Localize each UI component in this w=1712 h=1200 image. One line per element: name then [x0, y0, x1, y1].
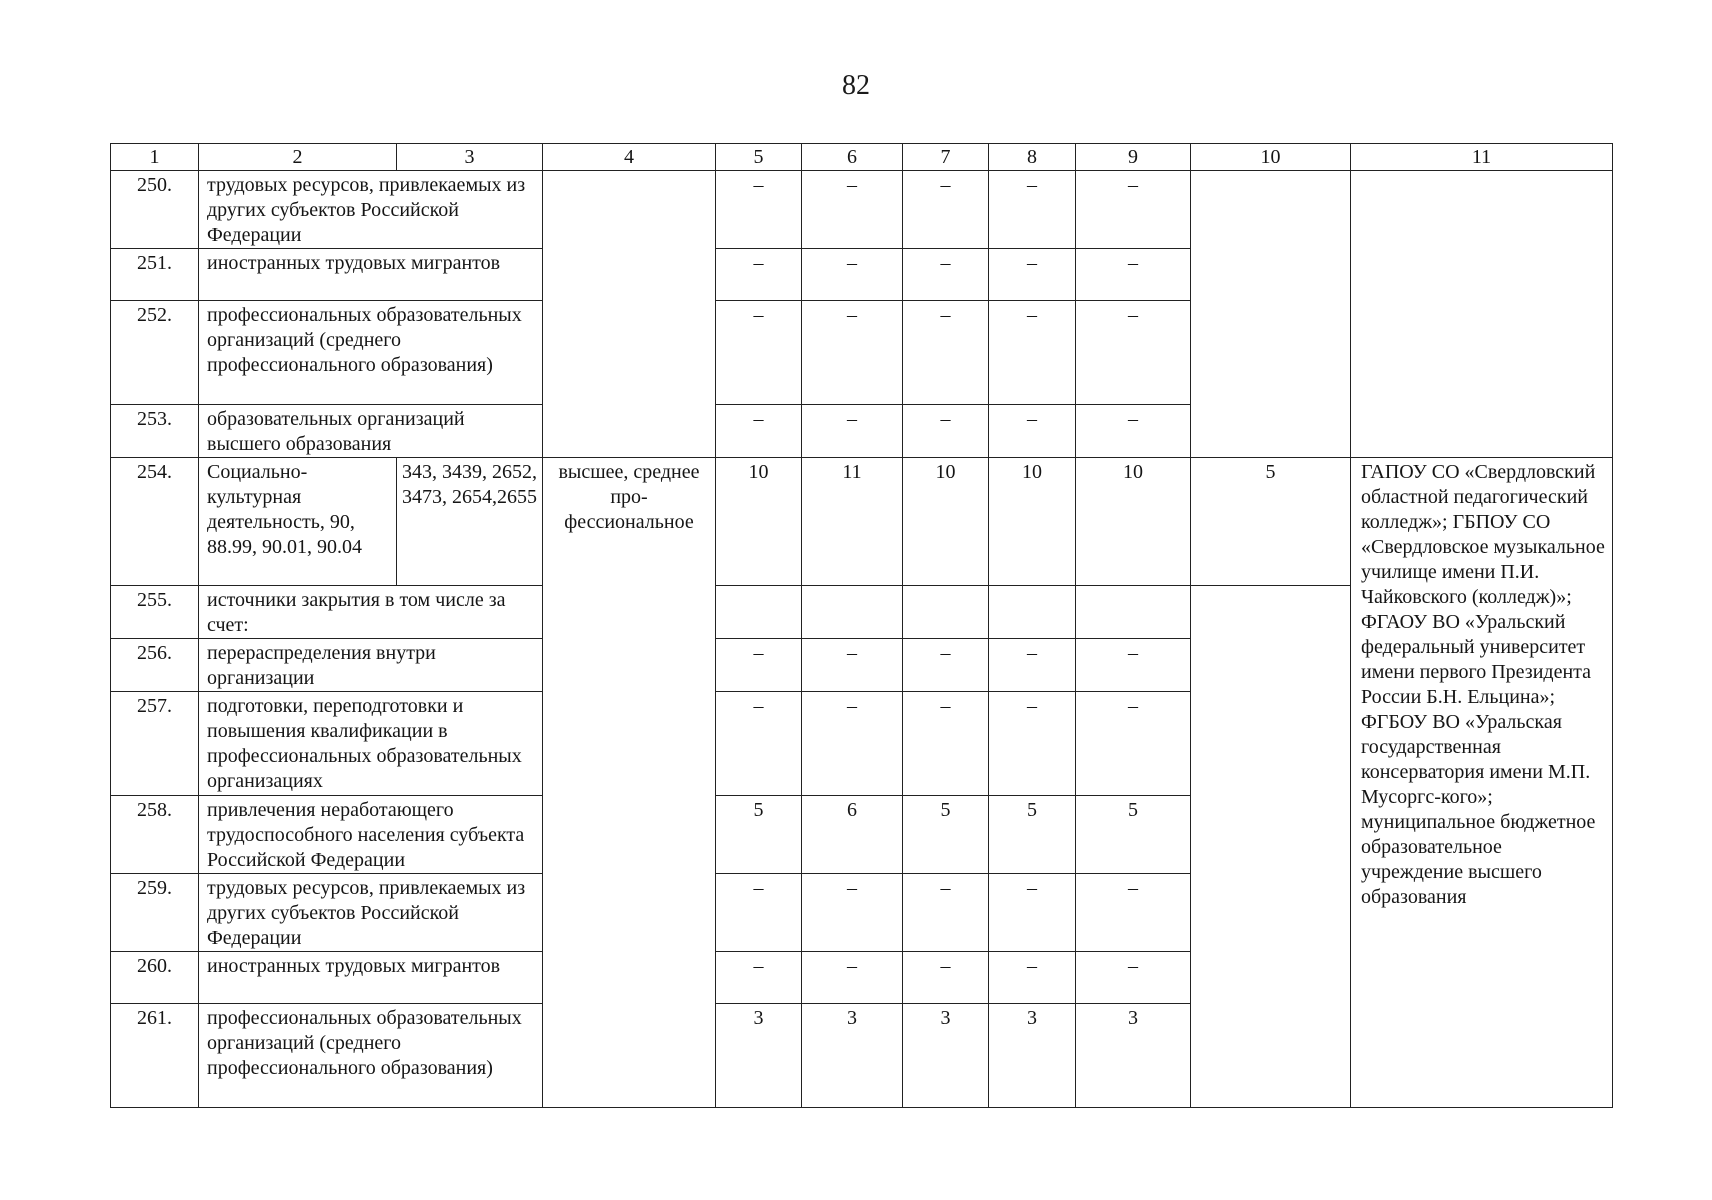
value-cell: –: [903, 405, 989, 458]
organizations-list: ГАПОУ СО «Свердловский областной педагогический колледж»; ГБПОУ СО «Свердловское музыкальное училище имени П.И. Чайковского (колледж)»; ФГАОУ ВО «Уральский федеральный университет имени первого Президента России Б.Н. Ельцина»; ФГБОУ ВО «Уральская государственная консерватория имени М.П. Мусоргс-кого»; муниципальное бюджетное образовательное учреждение высшего образования: [1351, 458, 1613, 1108]
row-description: Социально-культурная деятельность, 90, 88.99, 90.01, 90.04: [199, 458, 397, 586]
row-description: источники закрытия в том числе за счет:: [199, 586, 543, 639]
row-number: 253.: [111, 405, 199, 458]
value-cell: 3: [1076, 1004, 1191, 1108]
row-description: привлечения неработающего трудоспособного населения субъекта Российской Федерации: [199, 796, 543, 874]
value-cell: –: [903, 171, 989, 249]
value-cell: –: [1076, 171, 1191, 249]
value-cell: –: [989, 639, 1076, 692]
value-cell: 3: [989, 1004, 1076, 1108]
value-cell: –: [716, 952, 802, 1004]
column-header: 5: [716, 144, 802, 171]
value-cell: 10: [716, 458, 802, 586]
value-cell: –: [802, 952, 903, 1004]
value-cell: –: [802, 874, 903, 952]
value-cell: –: [802, 405, 903, 458]
value-cell: –: [716, 249, 802, 301]
value-cell: –: [903, 874, 989, 952]
row-description: иностранных трудовых мигрантов: [199, 249, 543, 301]
value-cell: 10: [903, 458, 989, 586]
organizations-cell: [1351, 171, 1613, 458]
row-description: профессиональных образовательных организаций (среднего профессионального образования): [199, 301, 543, 405]
row-description: трудовых ресурсов, привлекаемых из других субъектов Российской Федерации: [199, 171, 543, 249]
row-number: 255.: [111, 586, 199, 639]
value-cell: –: [1076, 249, 1191, 301]
value-cell: 10: [1076, 458, 1191, 586]
row-number: 260.: [111, 952, 199, 1004]
row-number: 252.: [111, 301, 199, 405]
table-header-row: [111, 144, 1613, 171]
row-description: образовательных организаций высшего образования: [199, 405, 543, 458]
value-cell: 3: [716, 1004, 802, 1108]
value-cell: [1076, 586, 1191, 639]
row-description: подготовки, переподготовки и повышения квалификации в профессиональных образовательных организациях: [199, 692, 543, 796]
column-header: 6: [802, 144, 903, 171]
value-cell: –: [989, 952, 1076, 1004]
value-cell: 5: [989, 796, 1076, 874]
value-cell: –: [716, 692, 802, 796]
row-number: 256.: [111, 639, 199, 692]
education-level-cell: [543, 171, 716, 458]
value-cell: –: [903, 952, 989, 1004]
value-cell: [903, 586, 989, 639]
row-number: 251.: [111, 249, 199, 301]
row-description: иностранных трудовых мигрантов: [199, 952, 543, 1004]
value-cell: –: [989, 249, 1076, 301]
col10-cell: [1191, 171, 1351, 458]
row-number: 250.: [111, 171, 199, 249]
value-cell: –: [716, 171, 802, 249]
col10-cell: [1191, 586, 1351, 1108]
value-cell: –: [989, 405, 1076, 458]
value-cell: –: [989, 171, 1076, 249]
col10-value: 5: [1191, 458, 1351, 586]
value-cell: –: [903, 639, 989, 692]
column-header: 3: [397, 144, 543, 171]
row-number: 258.: [111, 796, 199, 874]
data-table: [110, 143, 1613, 1108]
table-row: [111, 458, 1613, 586]
education-level: высшее, среднее про-фессиональное: [543, 458, 716, 1108]
value-cell: –: [989, 692, 1076, 796]
value-cell: –: [802, 301, 903, 405]
value-cell: –: [989, 874, 1076, 952]
row-number: 257.: [111, 692, 199, 796]
row-number: 259.: [111, 874, 199, 952]
table-row: [111, 171, 1613, 249]
value-cell: –: [716, 405, 802, 458]
occupation-codes: 343, 3439, 2652, 3473, 2654,2655: [397, 458, 543, 586]
column-header: 8: [989, 144, 1076, 171]
value-cell: –: [802, 249, 903, 301]
value-cell: –: [802, 639, 903, 692]
value-cell: 5: [1076, 796, 1191, 874]
column-header: 10: [1191, 144, 1351, 171]
value-cell: 10: [989, 458, 1076, 586]
value-cell: 5: [903, 796, 989, 874]
value-cell: –: [1076, 692, 1191, 796]
value-cell: –: [1076, 639, 1191, 692]
row-number: 261.: [111, 1004, 199, 1108]
row-number: 254.: [111, 458, 199, 586]
column-header: 9: [1076, 144, 1191, 171]
row-description: трудовых ресурсов, привлекаемых из других субъектов Российской Федерации: [199, 874, 543, 952]
value-cell: –: [716, 874, 802, 952]
value-cell: –: [1076, 874, 1191, 952]
value-cell: –: [903, 301, 989, 405]
value-cell: [716, 586, 802, 639]
value-cell: –: [802, 171, 903, 249]
value-cell: –: [903, 249, 989, 301]
page-number: 82: [842, 70, 870, 101]
value-cell: [802, 586, 903, 639]
row-description: перераспределения внутри организации: [199, 639, 543, 692]
value-cell: –: [716, 301, 802, 405]
value-cell: [989, 586, 1076, 639]
column-header: 2: [199, 144, 397, 171]
value-cell: 5: [716, 796, 802, 874]
value-cell: –: [716, 639, 802, 692]
value-cell: –: [802, 692, 903, 796]
value-cell: –: [989, 301, 1076, 405]
value-cell: 11: [802, 458, 903, 586]
value-cell: –: [1076, 952, 1191, 1004]
value-cell: –: [903, 692, 989, 796]
column-header: 7: [903, 144, 989, 171]
value-cell: 3: [802, 1004, 903, 1108]
value-cell: 3: [903, 1004, 989, 1108]
value-cell: 6: [802, 796, 903, 874]
column-header: 1: [111, 144, 199, 171]
column-header: 11: [1351, 144, 1613, 171]
value-cell: –: [1076, 301, 1191, 405]
row-description: профессиональных образовательных организаций (среднего профессионального образования): [199, 1004, 543, 1108]
value-cell: –: [1076, 405, 1191, 458]
column-header: 4: [543, 144, 716, 171]
